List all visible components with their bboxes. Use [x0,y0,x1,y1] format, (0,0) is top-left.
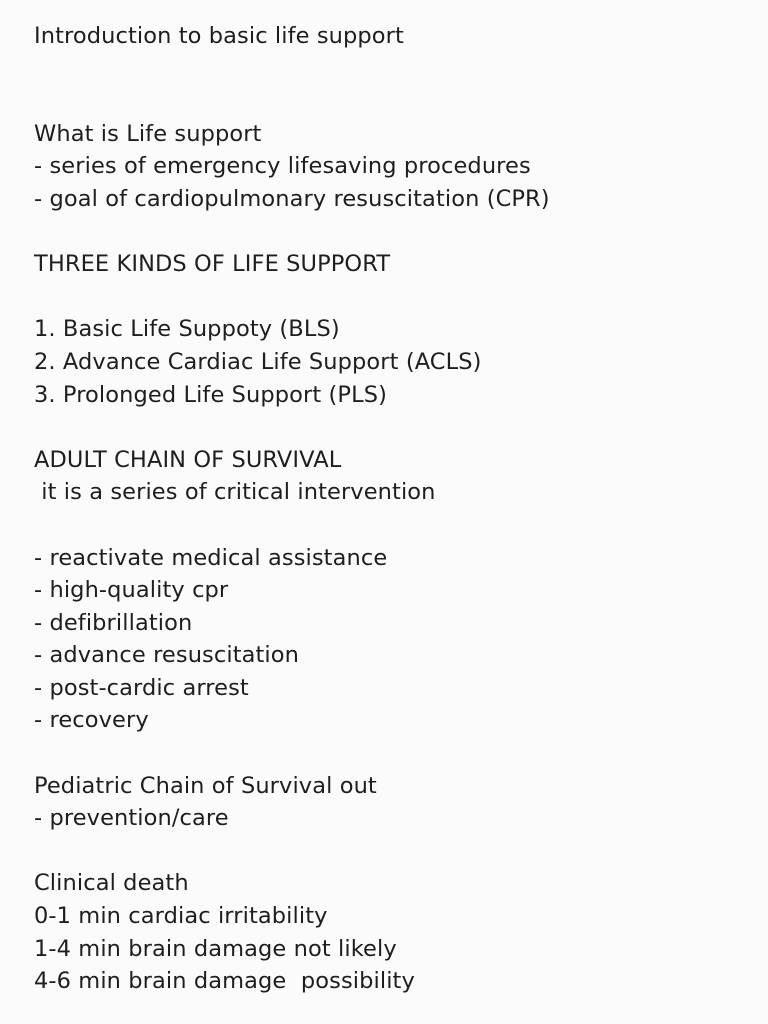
list-item: - advance resuscitation [34,642,300,669]
section-heading-pediatric-chain: Pediatric Chain of Survival out [34,772,377,799]
list-item: - recovery [34,707,149,734]
blank-line [34,411,754,444]
blank-line [34,737,754,770]
blank-line [34,835,754,868]
blank-line [34,281,754,314]
list-item: 3. Prolonged Life Support (PLS) [34,381,387,408]
text-line: 4-6 min brain damage possibility [34,968,415,995]
text-line: 0-1 min cardiac irritability [34,903,328,930]
blank-line [34,216,754,249]
list-item: - reactivate medical assistance [34,544,388,571]
list-item: 1. Basic Life Suppoty (BLS) [34,316,340,343]
blank-line [34,509,754,542]
list-item: - post-cardic arrest [34,674,249,701]
list-item: - goal of cardiopulmonary resuscitation (CPR) [34,185,550,212]
list-item: - high-quality cpr [34,577,229,604]
note-title: Introduction to basic life support [34,23,404,49]
list-item: 2. Advance Cardiac Life Support (ACLS) [34,348,482,375]
section-heading-kinds: THREE KINDS OF LIFE SUPPORT [34,251,391,278]
list-item: - defibrillation [34,609,193,636]
text-line: it is a series of critical intervention [34,479,436,506]
list-item: - series of emergency lifesaving procedures [34,153,531,180]
section-heading-life-support: What is Life support [34,120,262,147]
section-heading-adult-chain: ADULT CHAIN OF SURVIVAL [34,446,342,473]
text-line: 1-4 min brain damage not likely [34,935,397,962]
list-item: - prevention/care [34,805,229,832]
blank-line [34,85,754,118]
section-heading-clinical-death: Clinical death [34,870,189,897]
note-body [34,20,754,998]
blank-line [34,53,754,86]
